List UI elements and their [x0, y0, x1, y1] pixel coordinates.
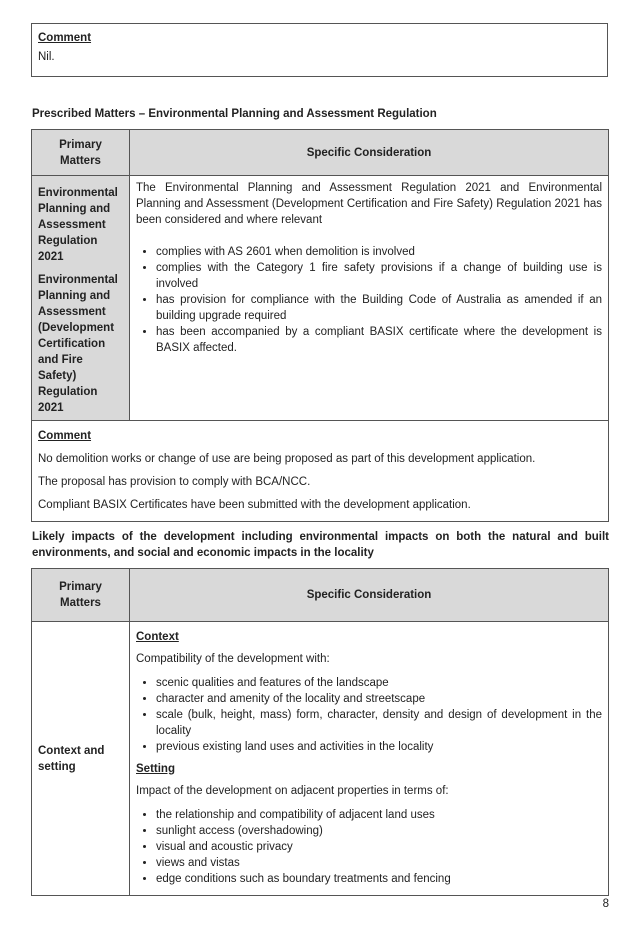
section-heading: Prescribed Matters – Environmental Planning and Assessment Regulation: [32, 108, 437, 120]
list-item: • character and amenity of the locality and streetscape: [156, 691, 602, 707]
comment-row: [32, 421, 609, 522]
col-header-specific: Specific Consideration: [130, 569, 609, 622]
setting-label: Setting: [136, 763, 175, 775]
prescribed-matters-table: [31, 129, 609, 522]
page-number: 8: [602, 898, 609, 910]
bullet-list: [136, 244, 602, 356]
comment-text: No demolition works or change of use are being proposed as part of this development application.: [38, 453, 536, 465]
context-label: Context: [136, 631, 179, 643]
section-heading: Likely impacts of the development including environmental impacts on both the natural and built environments, and social and economic impacts in the locality: [32, 531, 609, 559]
col-header-primary: Primary Matters: [32, 130, 130, 176]
bullet-list: [136, 675, 602, 755]
table-row: [32, 622, 609, 896]
comment-text: The proposal has provision to comply with BCA/NCC.: [38, 476, 311, 488]
list-item: • the relationship and compatibility of adjacent land uses: [156, 807, 602, 823]
col-header-specific: Specific Consideration: [130, 130, 609, 176]
list-item: • complies with the Category 1 fire safety provisions if a change of building use is involved: [156, 260, 602, 292]
matter-name: Environmental Planning and Assessment Regulation 2021: [38, 187, 118, 263]
list-item: • complies with AS 2601 when demolition is involved: [156, 244, 602, 260]
col-header-primary: Primary Matters: [32, 569, 130, 622]
list-item: • scale (bulk, height, mass) form, character, density and design of development in the locality: [156, 707, 602, 739]
table-row: [32, 176, 609, 421]
comment-box: [31, 23, 608, 77]
context-intro: Compatibility of the development with:: [136, 653, 330, 665]
list-item: • edge conditions such as boundary treatments and fencing: [156, 871, 602, 887]
comment-text: Compliant BASIX Certificates have been submitted with the development application.: [38, 499, 471, 511]
table-header-row: [32, 130, 609, 176]
list-item: • visual and acoustic privacy: [156, 839, 602, 855]
setting-intro: Impact of the development on adjacent properties in terms of:: [136, 785, 449, 797]
comment-label: Comment: [38, 32, 92, 44]
list-item: • has provision for compliance with the Building Code of Australia as amended if an building upgrade required: [156, 292, 602, 324]
matter-name: Environmental Planning and Assessment (Development Certification and Fire Safety) Regulation 2021: [38, 274, 118, 414]
list-item: • views and vistas: [156, 855, 602, 871]
comment-text: Nil.: [38, 51, 55, 63]
list-item: • scenic qualities and features of the landscape: [156, 675, 602, 691]
matter-name: Context and setting: [32, 622, 130, 896]
table-header-row: [32, 569, 609, 622]
comment-label: Comment: [38, 430, 92, 442]
list-item: • previous existing land uses and activities in the locality: [156, 739, 602, 755]
bullet-list: [136, 807, 602, 887]
impacts-table: [31, 568, 609, 896]
list-item: • has been accompanied by a compliant BASIX certificate where the development is BASIX affected.: [156, 324, 602, 356]
intro-text: The Environmental Planning and Assessment Regulation 2021 and Environmental Planning and Assessment (Development Certification and Fire Safety) Regulation 2021 has been considered and where relevant: [136, 182, 602, 226]
list-item: • sunlight access (overshadowing): [156, 823, 602, 839]
